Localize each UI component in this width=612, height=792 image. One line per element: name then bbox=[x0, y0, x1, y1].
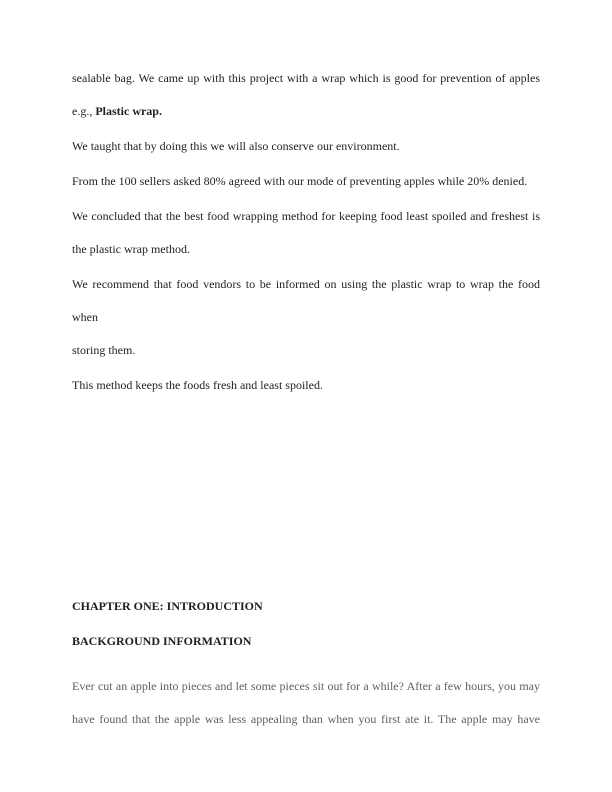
paragraph-line: storing them. bbox=[72, 343, 136, 357]
heading-line: BACKGROUND INFORMATION bbox=[72, 634, 252, 648]
chapter-one-heading bbox=[72, 590, 540, 623]
paragraph-conclusion bbox=[72, 200, 540, 266]
paragraph-sealable-bag bbox=[72, 62, 540, 128]
paragraph-line: Ever cut an apple into pieces and let some pieces sit out for a while? After a few hours, you may bbox=[72, 679, 540, 693]
background-information-heading bbox=[72, 625, 540, 658]
paragraph-line: We recommend that food vendors to be informed on using the plastic wrap to wrap the food when bbox=[72, 277, 540, 324]
bold-text-plastic-wrap: Plastic wrap. bbox=[95, 104, 162, 118]
paragraph-line: We concluded that the best food wrapping method for keeping food least spoiled and freshest is bbox=[72, 209, 540, 223]
paragraph-line: sealable bag. We came up with this project with a wrap which is good for prevention of apples bbox=[72, 71, 540, 85]
paragraph-line: This method keeps the foods fresh and least spoiled. bbox=[72, 378, 323, 392]
paragraph-line: the plastic wrap method. bbox=[72, 242, 190, 256]
paragraph-line: We taught that by doing this we will also conserve our environment. bbox=[72, 139, 400, 153]
paragraph-line: From the 100 sellers asked 80% agreed with our mode of preventing apples while 20% denied. bbox=[72, 174, 528, 188]
paragraph-sellers-survey bbox=[72, 165, 540, 198]
paragraph-recommendation bbox=[72, 268, 540, 367]
regular-text: e.g., bbox=[72, 104, 96, 118]
paragraph-apple-intro bbox=[72, 670, 540, 736]
paragraph-conserve-environment bbox=[72, 130, 540, 163]
heading-line: CHAPTER ONE: INTRODUCTION bbox=[72, 599, 263, 613]
document-body bbox=[72, 62, 540, 738]
paragraph-method-summary bbox=[72, 369, 540, 402]
paragraph-line bbox=[72, 95, 540, 128]
paragraph-line: have found that the apple was less appealing than when you first ate it. The apple may have bbox=[72, 712, 540, 726]
